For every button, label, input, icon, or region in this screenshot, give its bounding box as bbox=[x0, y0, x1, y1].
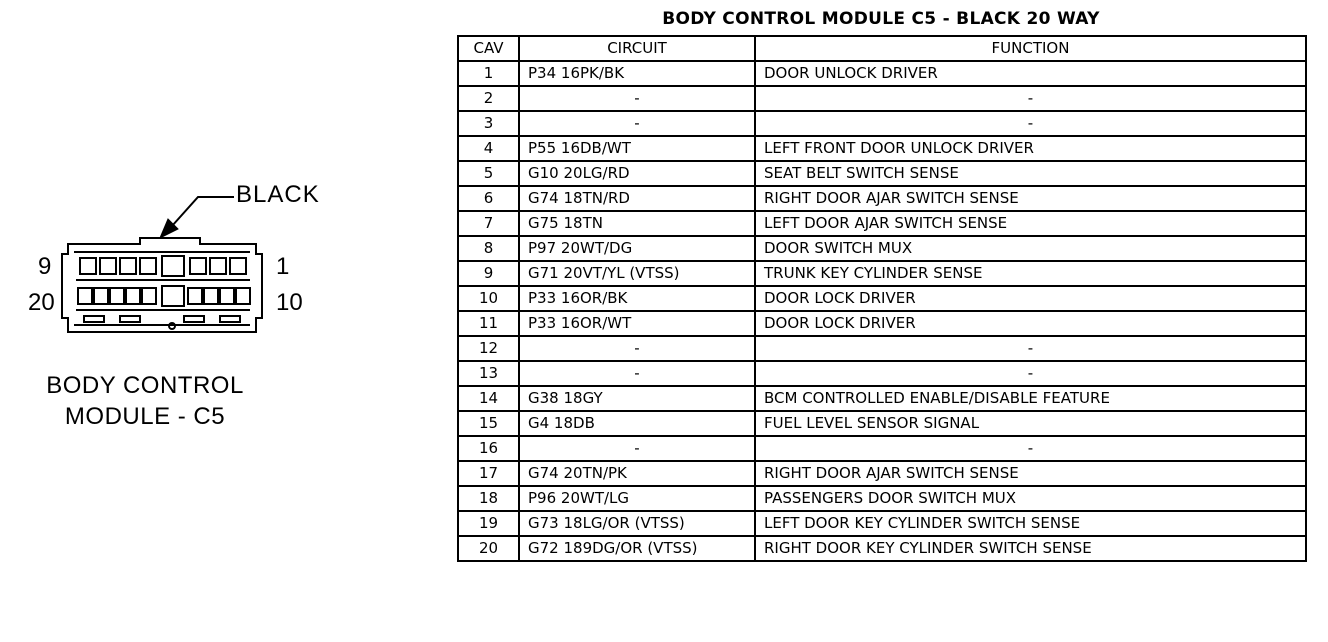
table-row bbox=[458, 86, 1306, 111]
table-row bbox=[458, 261, 1306, 286]
pinout-table-body bbox=[458, 61, 1306, 561]
circuit-cell: - bbox=[519, 361, 755, 386]
pin-label-top-right: 1 bbox=[276, 253, 290, 280]
connector-caption bbox=[20, 370, 270, 432]
pin-label-top-left: 9 bbox=[38, 253, 52, 280]
circuit-cell: - bbox=[519, 86, 755, 111]
cav-cell: 5 bbox=[458, 161, 519, 186]
connector-drawing bbox=[20, 170, 350, 360]
function-cell: RIGHT DOOR AJAR SWITCH SENSE bbox=[755, 186, 1306, 211]
cav-cell: 4 bbox=[458, 136, 519, 161]
cav-cell: 16 bbox=[458, 436, 519, 461]
top-row-cavities bbox=[76, 256, 250, 280]
bottom-row-cavities bbox=[76, 286, 250, 310]
cav-cell: 18 bbox=[458, 486, 519, 511]
table-row bbox=[458, 186, 1306, 211]
cav-cell: 8 bbox=[458, 236, 519, 261]
function-cell: - bbox=[755, 361, 1306, 386]
cav-cell: 12 bbox=[458, 336, 519, 361]
function-cell: TRUNK KEY CYLINDER SENSE bbox=[755, 261, 1306, 286]
function-cell: LEFT FRONT DOOR UNLOCK DRIVER bbox=[755, 136, 1306, 161]
table-row bbox=[458, 236, 1306, 261]
circuit-cell: G71 20VT/YL (VTSS) bbox=[519, 261, 755, 286]
cav-cell: 11 bbox=[458, 311, 519, 336]
function-cell: DOOR UNLOCK DRIVER bbox=[755, 61, 1306, 86]
function-cell: FUEL LEVEL SENSOR SIGNAL bbox=[755, 411, 1306, 436]
cav-cell: 20 bbox=[458, 536, 519, 561]
cav-cell: 6 bbox=[458, 186, 519, 211]
table-row bbox=[458, 411, 1306, 436]
table-row bbox=[458, 386, 1306, 411]
cav-cell: 19 bbox=[458, 511, 519, 536]
circuit-cell: G38 18GY bbox=[519, 386, 755, 411]
table-row bbox=[458, 361, 1306, 386]
table-row bbox=[458, 61, 1306, 86]
pinout-table bbox=[457, 35, 1307, 562]
function-cell: SEAT BELT SWITCH SENSE bbox=[755, 161, 1306, 186]
table-row bbox=[458, 511, 1306, 536]
cav-cell: 17 bbox=[458, 461, 519, 486]
circuit-cell: - bbox=[519, 336, 755, 361]
function-cell: DOOR SWITCH MUX bbox=[755, 236, 1306, 261]
header-circuit: CIRCUIT bbox=[519, 36, 755, 61]
cav-cell: 1 bbox=[458, 61, 519, 86]
circuit-cell: G74 18TN/RD bbox=[519, 186, 755, 211]
circuit-cell: P55 16DB/WT bbox=[519, 136, 755, 161]
table-row bbox=[458, 211, 1306, 236]
function-cell: - bbox=[755, 111, 1306, 136]
function-cell: - bbox=[755, 86, 1306, 111]
function-cell: LEFT DOOR KEY CYLINDER SWITCH SENSE bbox=[755, 511, 1306, 536]
connector-caption-line2: MODULE - C5 bbox=[64, 403, 226, 430]
function-cell: PASSENGERS DOOR SWITCH MUX bbox=[755, 486, 1306, 511]
cav-cell: 3 bbox=[458, 111, 519, 136]
circuit-cell: G72 189DG/OR (VTSS) bbox=[519, 536, 755, 561]
table-row bbox=[458, 336, 1306, 361]
cav-cell: 7 bbox=[458, 211, 519, 236]
circuit-cell: G10 20LG/RD bbox=[519, 161, 755, 186]
table-row bbox=[458, 111, 1306, 136]
cav-cell: 9 bbox=[458, 261, 519, 286]
connector-caption-line1: BODY CONTROL bbox=[46, 372, 244, 399]
circuit-cell: G74 20TN/PK bbox=[519, 461, 755, 486]
pin-label-bottom-right: 10 bbox=[276, 289, 303, 316]
table-row bbox=[458, 536, 1306, 561]
table-row bbox=[458, 136, 1306, 161]
cav-cell: 13 bbox=[458, 361, 519, 386]
circuit-cell: G73 18LG/OR (VTSS) bbox=[519, 511, 755, 536]
function-cell: RIGHT DOOR KEY CYLINDER SWITCH SENSE bbox=[755, 536, 1306, 561]
circuit-cell: G75 18TN bbox=[519, 211, 755, 236]
leader-line bbox=[172, 197, 234, 226]
cav-cell: 14 bbox=[458, 386, 519, 411]
function-cell: - bbox=[755, 436, 1306, 461]
function-cell: - bbox=[755, 336, 1306, 361]
function-cell: RIGHT DOOR AJAR SWITCH SENSE bbox=[755, 461, 1306, 486]
circuit-cell: - bbox=[519, 111, 755, 136]
cav-cell: 10 bbox=[458, 286, 519, 311]
circuit-cell: P33 16OR/BK bbox=[519, 286, 755, 311]
cav-cell: 15 bbox=[458, 411, 519, 436]
function-cell: LEFT DOOR AJAR SWITCH SENSE bbox=[755, 211, 1306, 236]
pin-label-bottom-left: 20 bbox=[28, 289, 55, 316]
circuit-cell: G4 18DB bbox=[519, 411, 755, 436]
table-title: BODY CONTROL MODULE C5 - BLACK 20 WAY bbox=[662, 9, 1100, 29]
table-row bbox=[458, 311, 1306, 336]
function-cell: DOOR LOCK DRIVER bbox=[755, 286, 1306, 311]
circuit-cell: P34 16PK/BK bbox=[519, 61, 755, 86]
circuit-cell: - bbox=[519, 436, 755, 461]
table-row bbox=[458, 161, 1306, 186]
table-row bbox=[458, 286, 1306, 311]
table-header-row bbox=[458, 36, 1306, 61]
function-cell: BCM CONTROLLED ENABLE/DISABLE FEATURE bbox=[755, 386, 1306, 411]
header-cav: CAV bbox=[458, 36, 519, 61]
table-row bbox=[458, 461, 1306, 486]
table-row bbox=[458, 436, 1306, 461]
circuit-cell: P97 20WT/DG bbox=[519, 236, 755, 261]
circuit-cell: P33 16OR/WT bbox=[519, 311, 755, 336]
circuit-cell: P96 20WT/LG bbox=[519, 486, 755, 511]
header-function: FUNCTION bbox=[755, 36, 1306, 61]
cav-cell: 2 bbox=[458, 86, 519, 111]
table-row bbox=[458, 486, 1306, 511]
connector-color-label: BLACK bbox=[236, 181, 320, 208]
function-cell: DOOR LOCK DRIVER bbox=[755, 311, 1306, 336]
